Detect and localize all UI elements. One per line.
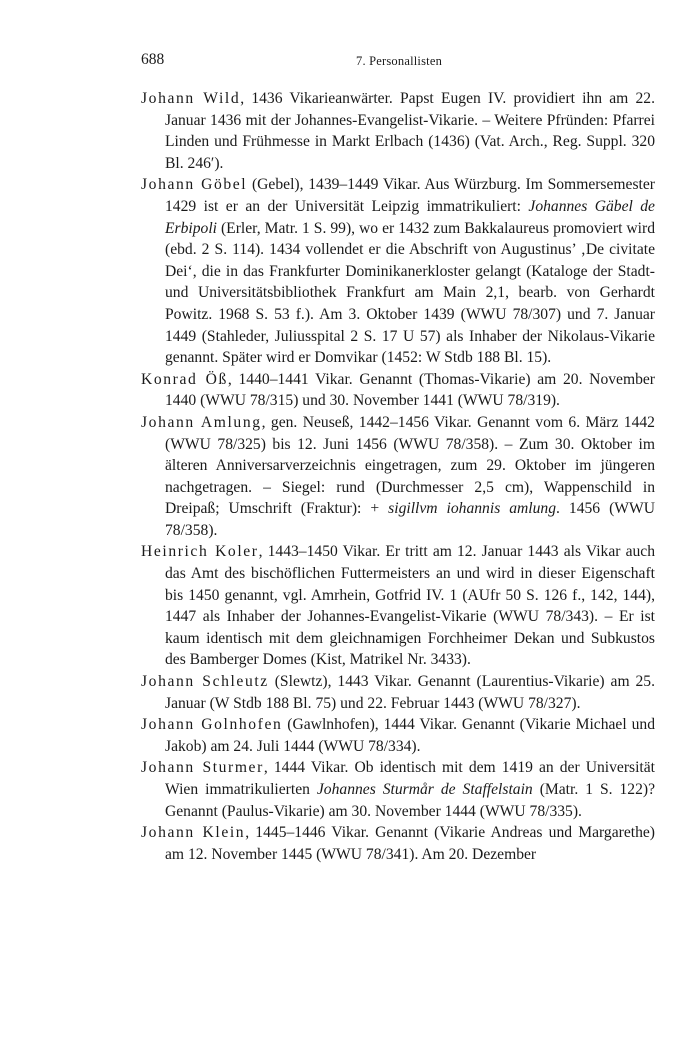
entry-italic-text: Johannes Gäbel de Erbipoli	[165, 197, 655, 237]
entry-johann-golnhofen	[141, 714, 655, 757]
entry-list	[141, 88, 655, 865]
entry-johann-sturmer	[141, 757, 655, 822]
entry-text: , 1444 Vikar. Ob identisch mit dem 1419 an der Universität Wien immatrikulierten	[165, 759, 656, 798]
entry-italic-text: Johannes Sturmår de Staffelstain	[316, 781, 533, 798]
entry-name: Johann Göbel	[141, 176, 248, 194]
entry-name: Johann Amlung	[141, 413, 262, 431]
entry-konrad-oess	[141, 369, 655, 412]
entry-text: , 1440–1441 Vikar. Genannt (Thomas-Vikarie) am 20. November 1440 (WWU 78/315) und 30. November 1441 (WWU 78/319).	[165, 370, 655, 410]
entry-text: (Matr. 1 S. 122)? Genannt (Paulus-Vikarie) am 30. November 1444 (WWU 78/335).	[165, 781, 656, 820]
entry-heinrich-koler	[141, 541, 655, 671]
entry-text: (Slewtz), 1443 Vikar. Genannt (Laurentius-Vikarie) am 25. Januar (W Stdb 188 Bl. 75) und 22. Februar 1443 (WWU 78/327).	[165, 673, 655, 712]
entry-johann-klein	[141, 822, 655, 865]
entry-text: , 1443–1450 Vikar. Er tritt am 12. Januar 1443 als Vikar auch das Amt des bischöflichen Futtermeisters an und wird in dieser Eigenschaft bis 1450 genannt, vgl. Amrhein, Gotfrid IV. 1 (AUfr 50 S. 126 f., 142, 144), 1447 als Inhaber der Johannes-Evangelist-Vikarie (WWU 78/343). – Er ist kaum identisch mit dem gleichnamigen Forchheimer Dekan und Subkustos des Bamberger Domes (Kist, Matrikel Nr. 3433).	[165, 543, 656, 669]
entry-name: Johann Klein	[141, 824, 246, 842]
entry-name: Johann Schleutz	[141, 673, 269, 691]
entry-text: (Erler, Matr. 1 S. 99), wo er 1432 zum Bakkalaureus promoviert wird (ebd. 2 S. 114). 1434 vollendet er die Abschrift von Augustinus’ ‚De civitate Dei‘, die in das Frankfurter Dominikanerkloster gelangt (Kataloge der Stadt- und Universitätsbibliothek Frankfurt am Main 2,1, bearb. von Gerhardt Powitz. 1968 S. 53 f.). Am 3. Oktober 1439 (WWU 78/307) und 7. Januar 1449 (Stahleder, Juliusspital 2 S. 17 U 57) als Inhaber der Nikolaus-Vikarie genannt. Später wird er Domvikar (1452: W Stdb 188 Bl. 15).	[165, 219, 655, 367]
entry-johann-schleutz	[141, 671, 655, 714]
entry-text: , 1445–1446 Vikar. Genannt (Vikarie Andreas und Margarethe) am 12. November 1445 (WWU 78/341). Am 20. Dezember	[165, 824, 656, 863]
entry-name: Johann Sturmer	[141, 759, 264, 777]
entry-name: Johann Golnhofen	[141, 716, 283, 734]
entry-text: (Gawlnhofen), 1444 Vikar. Genannt (Vikarie Michael und Jakob) am 24. Juli 1444 (WWU 78/334).	[165, 716, 655, 755]
entry-italic-text: sigillvm iohannis amlung	[388, 500, 557, 518]
entry-text: . 1456 (WWU 78/358).	[165, 500, 655, 539]
entry-johann-goebel	[141, 174, 655, 368]
entry-text: (Gebel), 1439–1449 Vikar. Aus Würzburg. Im Sommersemester 1429 ist er an der Universität Leipzig immatrikuliert:	[165, 176, 655, 215]
entry-name: Heinrich Koler	[141, 543, 259, 561]
running-head: 7. Personallisten	[356, 54, 443, 68]
entry-name: Konrad Öß	[141, 370, 228, 388]
entry-name: Johann Wild	[141, 90, 241, 107]
entry-johann-wild	[141, 88, 655, 174]
entry-text: , gen. Neuseß, 1442–1456 Vikar. Genannt vom 6. März 1442 (WWU 78/325) bis 12. Juni 1456 (WWU 78/358). – Zum 30. Oktober im älteren Anniversarverzeichnis eingetragen, zum 29. Oktober im jüngeren nachgetragen. – Siegel: rund (Durchmesser 2,5 cm), Wappenschild in Dreipaß; Umschrift (Fraktur): +	[165, 413, 655, 518]
entry-johann-amlung	[141, 412, 655, 542]
entry-text: , 1436 Vikarieanwärter. Papst Eugen IV. providiert ihn am 22. Januar 1436 mit der Johannes-Evangelist-Vikarie. – Weitere Pfründen: Pfarrei Linden und Frühmesse in Markt Erlbach (1436) (Vat. Arch., Reg. Suppl. 320 Bl. 246′).	[165, 90, 655, 172]
page-number: 688	[141, 51, 165, 68]
